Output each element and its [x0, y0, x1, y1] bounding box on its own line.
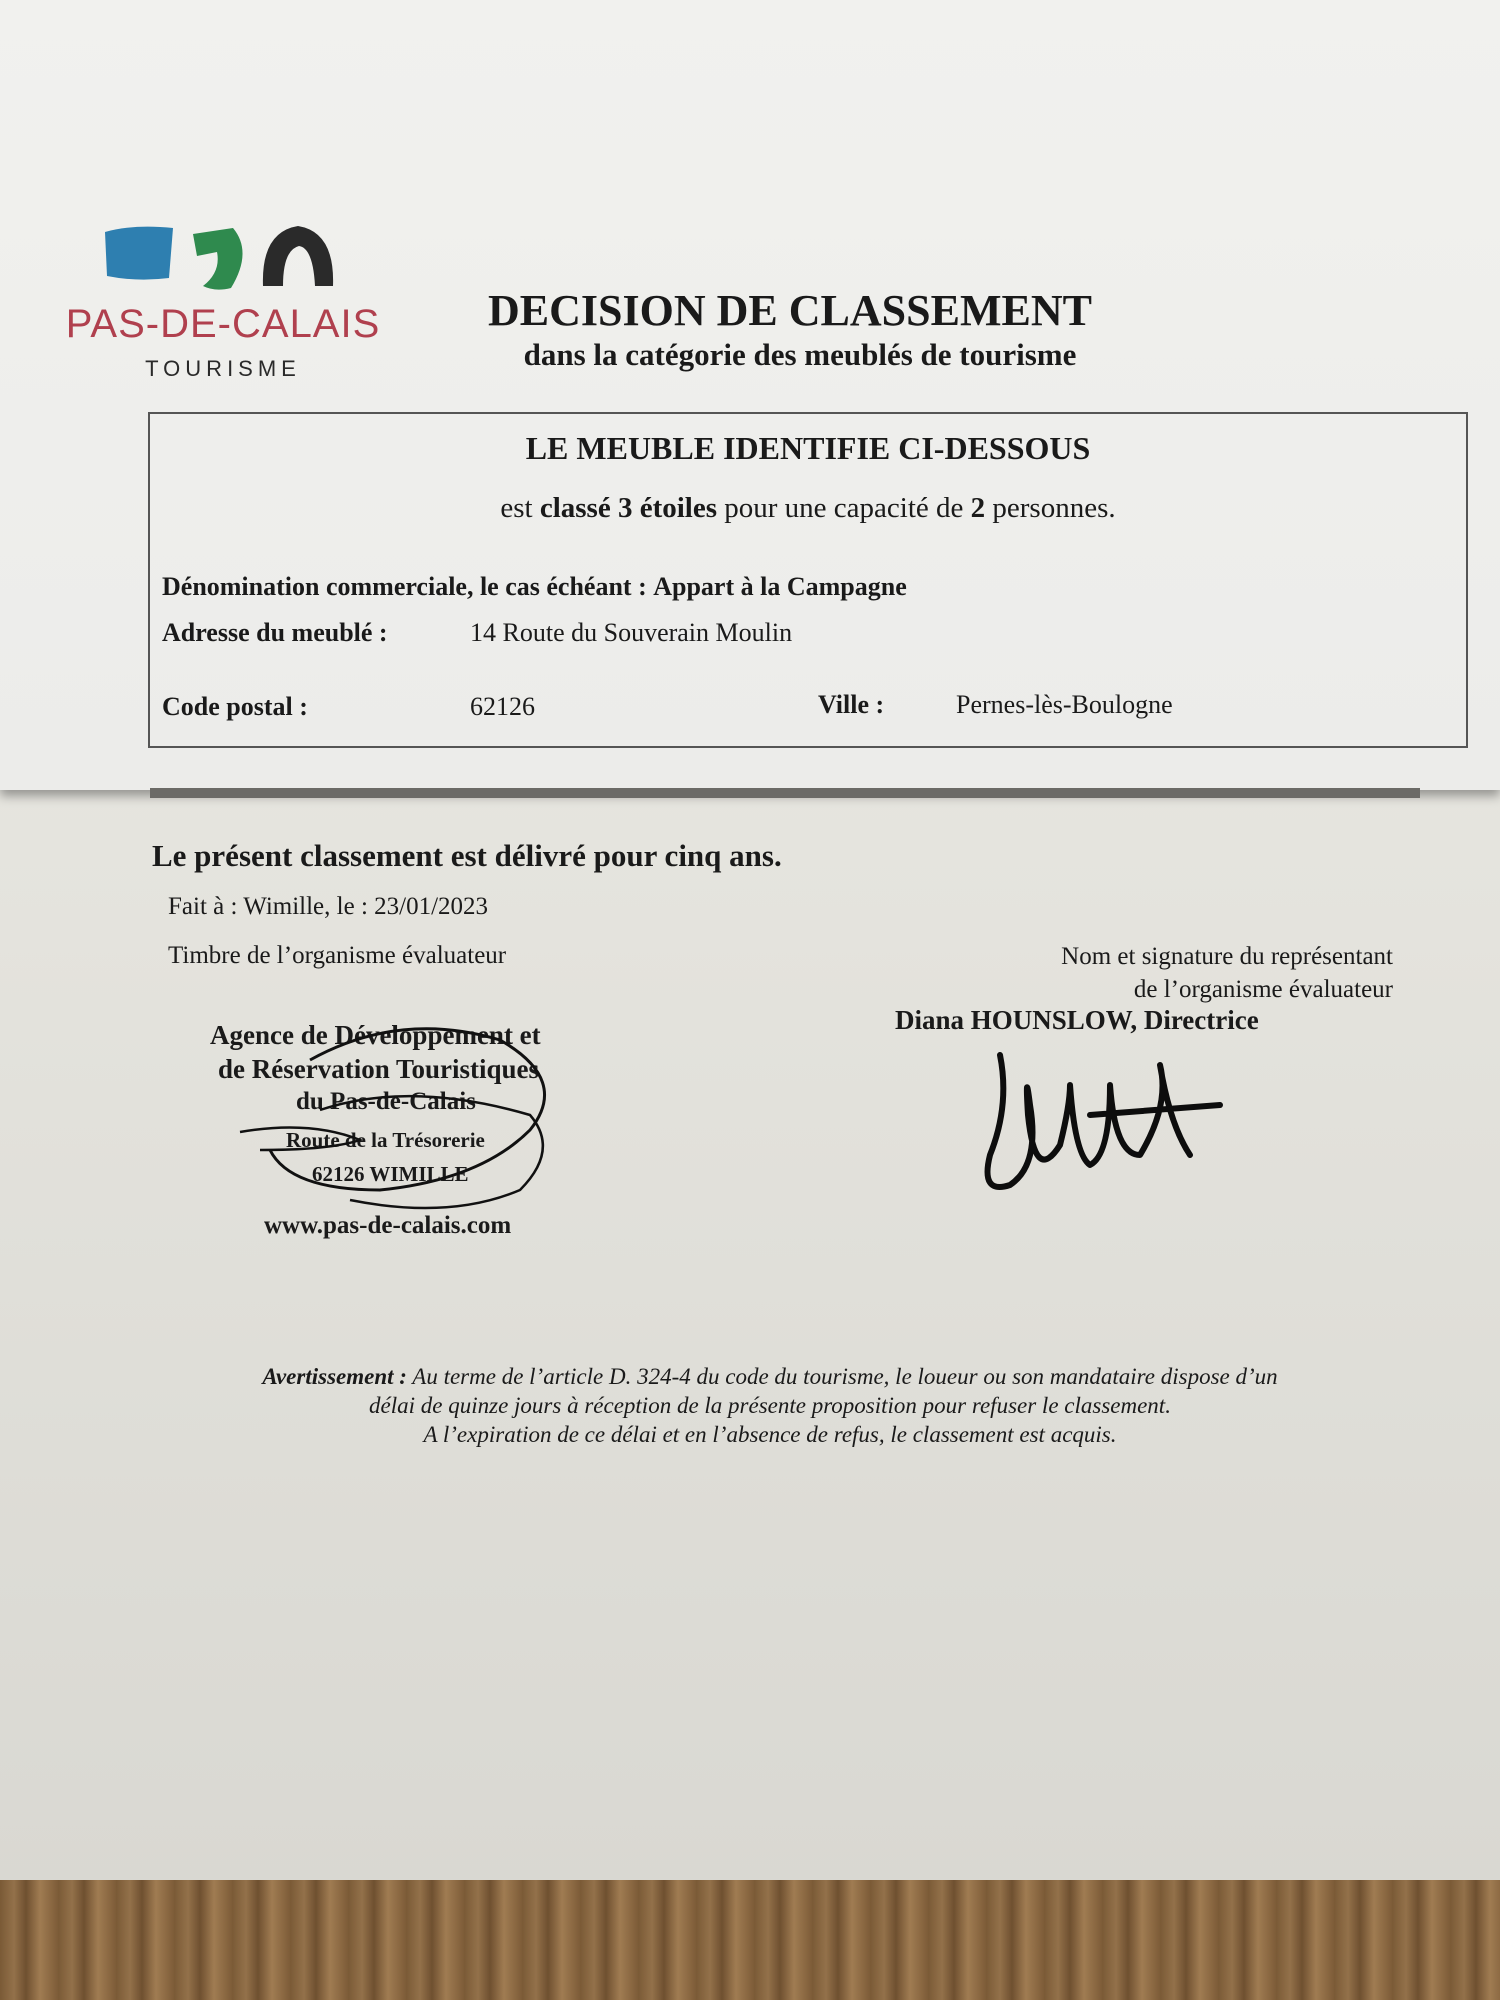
stamp-scribble-icon [200, 1020, 630, 1220]
stamp-line3: du Pas-de-Calais [296, 1088, 476, 1115]
box-heading: LE MEUBLE IDENTIFIE CI-DESSOUS [525, 430, 1091, 466]
organism-stamp [200, 1020, 630, 1250]
classement-line [150, 492, 1466, 525]
denomination-label: Dénomination commerciale, le cas échéant : [162, 572, 647, 601]
stamp-line6: www.pas-de-calais.com [264, 1212, 512, 1239]
representant-line1: Nom et signature du représentant [1061, 943, 1393, 970]
page-subtitle: dans la catégorie des meublés de tourisme [523, 337, 1077, 372]
timbre-label: Timbre de l’organisme évaluateur [168, 942, 507, 969]
document-top-fold [0, 0, 1500, 790]
pas-de-calais-logo [28, 222, 418, 392]
adresse-label: Adresse du meublé : [162, 618, 388, 647]
representant-line2: de l’organisme évaluateur [1133, 976, 1393, 1003]
denomination-row [162, 572, 907, 602]
avertissement-line1 [130, 1362, 1410, 1391]
fold-shadow [150, 788, 1420, 798]
avertissement-line3: A l’expiration de ce délai et en l’absence de refus, le classement est acquis. [423, 1422, 1117, 1447]
page-title: DECISION DE CLASSEMENT [488, 286, 1092, 335]
avertissement [130, 1362, 1410, 1449]
fait-a-text: Fait à : Wimille, le : 23/01/2023 [168, 893, 489, 920]
logo-tagline: TOURISME [145, 356, 301, 381]
stamp-line1: Agence de Développement et [210, 1020, 541, 1050]
avertissement-text1: Au terme de l’article D. 324-4 du code du tourisme, le loueur ou son mandataire dispose d’un [412, 1364, 1278, 1389]
code-postal-label: Code postal : [162, 692, 308, 721]
stamp-line4: Route de la Trésorerie [286, 1128, 485, 1152]
denomination-value: Appart à la Campagne [653, 572, 907, 601]
stamp-line5: 62126 WIMILLE [312, 1162, 469, 1186]
avertissement-label: Avertissement : [262, 1364, 407, 1389]
classement-capacity: 2 [970, 492, 986, 524]
avertissement-line2: délai de quinze jours à réception de la présente proposition pour refuser le classement. [369, 1393, 1171, 1418]
ville-value: Pernes-lès-Boulogne [956, 690, 1173, 719]
validite-text: Le présent classement est délivré pour cinq ans. [152, 838, 782, 873]
classement-middle: pour une capacité de [724, 492, 964, 524]
classement-prefix: est [500, 492, 533, 524]
adresse-value: 14 Route du Souverain Moulin [470, 618, 793, 647]
logo-title: PAS-DE-CALAIS [65, 302, 381, 346]
classement-box [148, 412, 1468, 748]
logo-shapes-icon [103, 222, 343, 292]
classement-suffix: personnes. [992, 492, 1116, 524]
code-postal-value: 62126 [470, 692, 535, 721]
ville-label: Ville : [818, 690, 885, 719]
wooden-table [0, 1880, 1500, 2000]
signature-icon [970, 1045, 1230, 1205]
stamp-line2: de Réservation Touristiques [218, 1054, 540, 1084]
classement-stars: classé 3 étoiles [539, 492, 718, 524]
representant-name: Diana HOUNSLOW, Directrice [895, 1005, 1259, 1035]
representant-block [1061, 940, 1393, 1006]
